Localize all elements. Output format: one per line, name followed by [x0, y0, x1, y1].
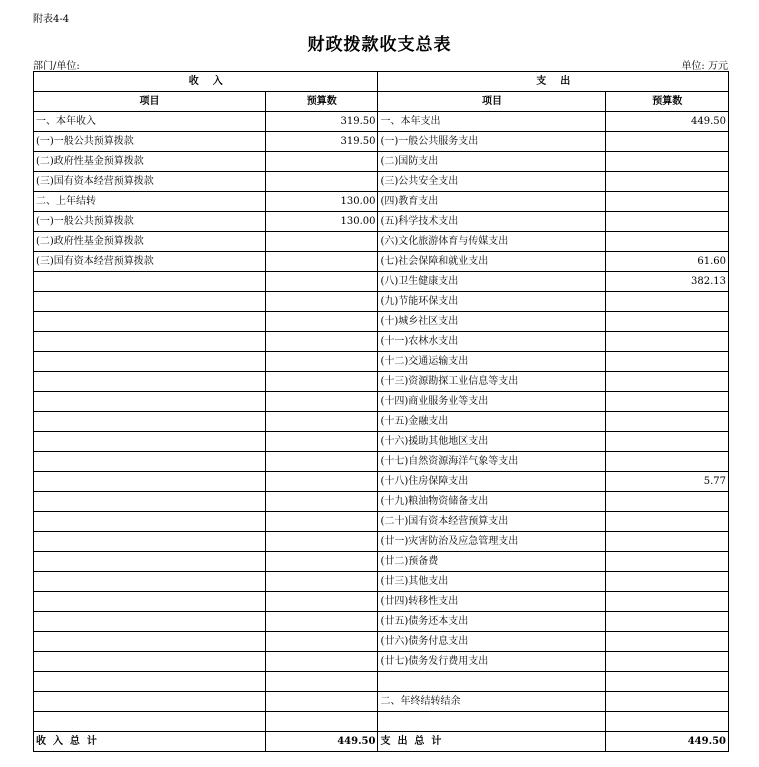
income-item-cell: [34, 412, 266, 432]
unit-label: 单位: 万元: [681, 61, 728, 72]
income-budget-cell: 319.50: [266, 112, 378, 132]
income-budget-cell: [266, 372, 378, 392]
expense-item-cell: (一)一般公共服务支出: [378, 132, 606, 152]
table-row: [34, 412, 729, 432]
table-row: [34, 192, 729, 212]
income-item-cell: [34, 452, 266, 472]
expense-budget-cell: [606, 712, 729, 732]
table-body: [34, 72, 729, 752]
expense-budget-cell: [606, 292, 729, 312]
income-budget-cell: [266, 312, 378, 332]
department-label: 部门/单位:: [33, 61, 80, 72]
income-item-cell: [34, 532, 266, 552]
expense-item-cell: (廿五)债务还本支出: [378, 612, 606, 632]
income-budget-cell: [266, 392, 378, 412]
table-row: [34, 132, 729, 152]
expense-budget-cell: [606, 332, 729, 352]
income-item-cell: 二、上年结转: [34, 192, 266, 212]
expense-item-cell: (十八)住房保障支出: [378, 472, 606, 492]
table-row: [34, 232, 729, 252]
table-row: [34, 612, 729, 632]
income-item-cell: (二)政府性基金预算拨款: [34, 152, 266, 172]
income-item-cell: (一)一般公共预算拨款: [34, 212, 266, 232]
income-item-cell: [34, 572, 266, 592]
expense-budget-cell: [606, 172, 729, 192]
expense-section-header: 支 出: [378, 72, 729, 92]
expense-item-cell: (二十)国有资本经营预算支出: [378, 512, 606, 532]
table-row: [34, 152, 729, 172]
column-header-row: [34, 92, 729, 112]
income-budget-cell: [266, 452, 378, 472]
income-item-cell: [34, 432, 266, 452]
income-budget-cell: [266, 612, 378, 632]
table-row: [34, 672, 729, 692]
expense-budget-cell: 5.77: [606, 472, 729, 492]
income-budget-cell: [266, 292, 378, 312]
expense-budget-cell: [606, 632, 729, 652]
table-row: [34, 172, 729, 192]
income-budget-cell: [266, 232, 378, 252]
expense-item-cell: (五)科学技术支出: [378, 212, 606, 232]
income-budget-cell: [266, 492, 378, 512]
table-row: [34, 432, 729, 452]
expense-item-cell: 二、年终结转结余: [378, 692, 606, 712]
income-budget-cell: [266, 632, 378, 652]
income-item-cell: [34, 652, 266, 672]
expense-item-cell: (十二)交通运输支出: [378, 352, 606, 372]
income-item-cell: [34, 672, 266, 692]
fiscal-allocation-table: [33, 71, 729, 752]
expense-budget-cell: [606, 352, 729, 372]
expense-budget-cell: [606, 372, 729, 392]
income-budget-cell: [266, 652, 378, 672]
expense-item-cell: 一、本年支出: [378, 112, 606, 132]
expense-budget-cell: [606, 652, 729, 672]
expense-item-cell: (十)城乡社区支出: [378, 312, 606, 332]
table-row: [34, 652, 729, 672]
income-total-label: 收 入 总 计: [34, 732, 266, 752]
income-item-cell: [34, 292, 266, 312]
income-item-cell: [34, 552, 266, 572]
table-row: [34, 692, 729, 712]
expense-budget-cell: [606, 132, 729, 152]
expense-budget-cell: [606, 672, 729, 692]
expense-item-cell: (六)文化旅游体育与传媒支出: [378, 232, 606, 252]
income-budget-cell: 130.00: [266, 212, 378, 232]
income-item-cell: (一)一般公共预算拨款: [34, 132, 266, 152]
income-budget-cell: [266, 252, 378, 272]
expense-budget-cell: [606, 612, 729, 632]
income-budget-cell: [266, 432, 378, 452]
expense-budget-cell: [606, 212, 729, 232]
table-row: [34, 392, 729, 412]
expense-item-cell: (廿七)债务发行费用支出: [378, 652, 606, 672]
table-row: [34, 472, 729, 492]
total-row: [34, 732, 729, 752]
table-row: [34, 492, 729, 512]
expense-item-cell: (廿三)其他支出: [378, 572, 606, 592]
table-row: [34, 332, 729, 352]
expense-item-cell: [378, 672, 606, 692]
income-budget-cell: [266, 352, 378, 372]
income-budget-cell: [266, 692, 378, 712]
expense-budget-cell: [606, 452, 729, 472]
expense-budget-cell: [606, 532, 729, 552]
income-item-cell: [34, 312, 266, 332]
income-budget-cell: [266, 552, 378, 572]
income-item-cell: [34, 272, 266, 292]
income-budget-cell: [266, 512, 378, 532]
income-item-cell: [34, 392, 266, 412]
income-budget-cell: [266, 672, 378, 692]
expense-item-cell: (十一)农林水支出: [378, 332, 606, 352]
expense-item-cell: (十四)商业服务业等支出: [378, 392, 606, 412]
table-row: [34, 572, 729, 592]
table-row: [34, 592, 729, 612]
income-budget-cell: [266, 572, 378, 592]
table-row: [34, 552, 729, 572]
income-budget-cell: [266, 472, 378, 492]
expense-budget-cell: [606, 392, 729, 412]
expense-budget-cell: [606, 512, 729, 532]
income-item-cell: [34, 632, 266, 652]
income-item-cell: [34, 492, 266, 512]
income-budget-cell: [266, 272, 378, 292]
table-row: [34, 212, 729, 232]
income-item-cell: [34, 512, 266, 532]
income-item-cell: [34, 692, 266, 712]
table-row: [34, 272, 729, 292]
expense-item-cell: (廿二)预备费: [378, 552, 606, 572]
income-item-cell: [34, 332, 266, 352]
income-item-cell: [34, 472, 266, 492]
expense-budget-cell: [606, 492, 729, 512]
income-budget-cell: [266, 532, 378, 552]
table-row: [34, 632, 729, 652]
expense-item-cell: [378, 712, 606, 732]
income-item-cell: (三)国有资本经营预算拨款: [34, 252, 266, 272]
table-row: [34, 532, 729, 552]
expense-item-cell: (二)国防支出: [378, 152, 606, 172]
income-item-cell: [34, 372, 266, 392]
table-row: [34, 352, 729, 372]
expense-budget-cell: [606, 572, 729, 592]
table-row: [34, 112, 729, 132]
income-budget-cell: [266, 712, 378, 732]
income-budget-cell: 319.50: [266, 132, 378, 152]
expense-item-cell: (八)卫生健康支出: [378, 272, 606, 292]
expense-item-header: 项目: [378, 92, 606, 112]
expense-item-cell: (十六)援助其他地区支出: [378, 432, 606, 452]
income-budget-cell: 130.00: [266, 192, 378, 212]
income-budget-cell: [266, 172, 378, 192]
expense-budget-cell: [606, 552, 729, 572]
expense-item-cell: (九)节能环保支出: [378, 292, 606, 312]
income-item-cell: [34, 592, 266, 612]
income-budget-header: 预算数: [266, 92, 378, 112]
expense-item-cell: (七)社会保障和就业支出: [378, 252, 606, 272]
income-item-cell: (三)国有资本经营预算拨款: [34, 172, 266, 192]
expense-budget-cell: [606, 432, 729, 452]
income-item-cell: [34, 352, 266, 372]
table-row: [34, 372, 729, 392]
expense-item-cell: (十三)资源勘探工业信息等支出: [378, 372, 606, 392]
expense-budget-cell: 449.50: [606, 112, 729, 132]
income-budget-cell: [266, 412, 378, 432]
expense-item-cell: (三)公共安全支出: [378, 172, 606, 192]
table-row: [34, 452, 729, 472]
income-budget-cell: [266, 152, 378, 172]
expense-budget-cell: [606, 412, 729, 432]
expense-budget-cell: 382.13: [606, 272, 729, 292]
page-title: 财政拨款收支总表: [307, 35, 452, 55]
expense-total-value: 449.50: [606, 732, 729, 752]
expense-item-cell: (十五)金融支出: [378, 412, 606, 432]
income-total-value: 449.50: [266, 732, 378, 752]
expense-budget-cell: [606, 692, 729, 712]
table-row: [34, 512, 729, 532]
table-row: [34, 312, 729, 332]
income-budget-cell: [266, 592, 378, 612]
expense-item-cell: (廿一)灾害防治及应急管理支出: [378, 532, 606, 552]
expense-budget-cell: [606, 592, 729, 612]
income-section-header: 收 入: [34, 72, 378, 92]
income-budget-cell: [266, 332, 378, 352]
expense-budget-cell: [606, 192, 729, 212]
expense-budget-header: 预算数: [606, 92, 729, 112]
expense-total-label: 支 出 总 计: [378, 732, 606, 752]
table-row: [34, 252, 729, 272]
expense-budget-cell: [606, 152, 729, 172]
expense-item-cell: (四)教育支出: [378, 192, 606, 212]
section-header-row: [34, 72, 729, 92]
income-item-cell: (二)政府性基金预算拨款: [34, 232, 266, 252]
expense-budget-cell: [606, 312, 729, 332]
expense-item-cell: (廿六)债务付息支出: [378, 632, 606, 652]
expense-budget-cell: 61.60: [606, 252, 729, 272]
table-row: [34, 292, 729, 312]
income-item-cell: [34, 612, 266, 632]
expense-item-cell: (十七)自然资源海洋气象等支出: [378, 452, 606, 472]
expense-budget-cell: [606, 232, 729, 252]
expense-item-cell: (十九)粮油物资储备支出: [378, 492, 606, 512]
income-item-cell: 一、本年收入: [34, 112, 266, 132]
table-row: [34, 712, 729, 732]
income-item-header: 项目: [34, 92, 266, 112]
income-item-cell: [34, 712, 266, 732]
expense-item-cell: (廿四)转移性支出: [378, 592, 606, 612]
annex-label: 附表4-4: [33, 14, 70, 25]
